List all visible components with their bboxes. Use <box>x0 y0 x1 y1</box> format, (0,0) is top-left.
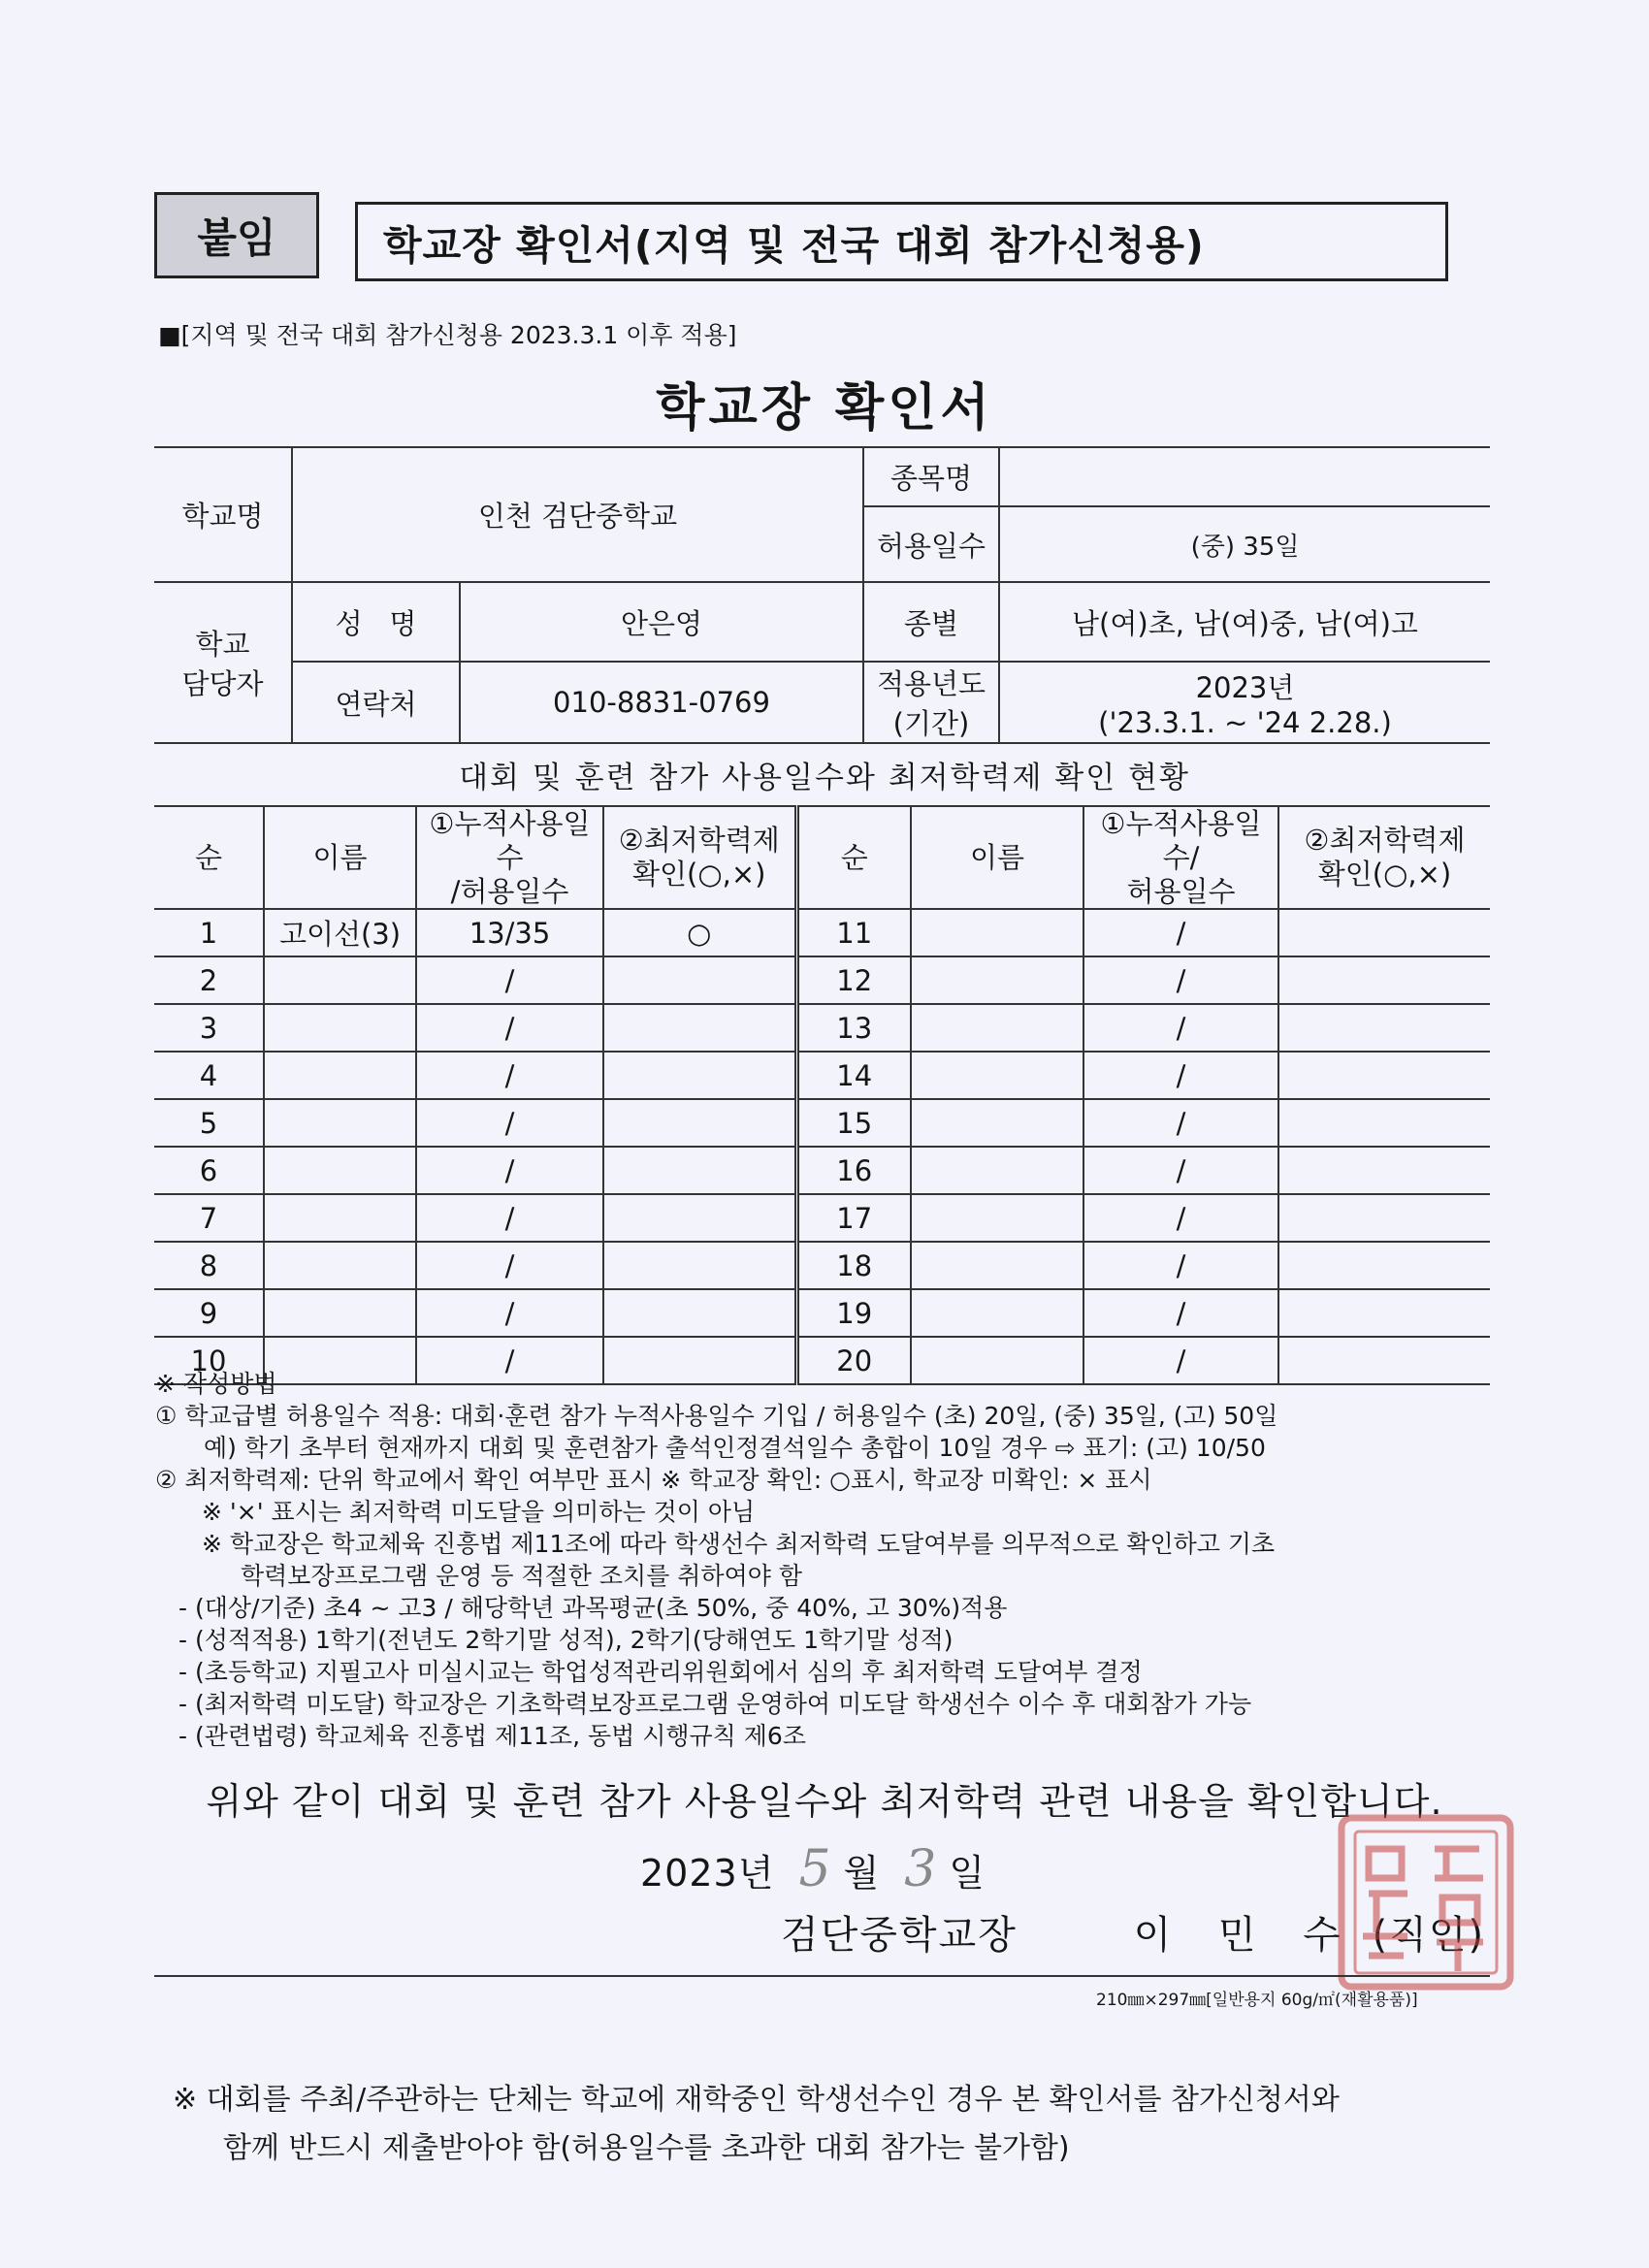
row-name-right <box>911 909 1083 956</box>
school-info-table <box>154 446 1490 744</box>
col-days-left-line2: /허용일수 <box>450 874 569 908</box>
row-days-left: / <box>416 1194 603 1242</box>
row-check-right <box>1278 1147 1490 1194</box>
row-no-left: 1 <box>154 909 264 956</box>
row-name-left <box>264 956 416 1004</box>
date-month-handwritten: 5 <box>798 1840 832 1898</box>
row-name-right <box>911 1242 1083 1289</box>
applicability-note: ■[지역 및 전국 대회 참가신청용 2023.3.1 이후 적용] <box>158 321 737 349</box>
row-name-left <box>264 1147 416 1194</box>
table-row <box>154 1289 1490 1337</box>
row-name-right <box>911 956 1083 1004</box>
official-seal-icon <box>1334 1810 1518 1994</box>
roster-header-row <box>154 806 1490 909</box>
signature-date <box>640 1840 986 1898</box>
col-check-right-line1: ②최저학력제 <box>1304 824 1466 858</box>
row-name-right <box>911 1194 1083 1242</box>
row-days-right: / <box>1083 1242 1278 1289</box>
table-row <box>154 1004 1490 1052</box>
col-days-right-line1: ①누적사용일수/ <box>1100 807 1262 874</box>
row-check-left <box>603 1004 796 1052</box>
row-days-left: 13/35 <box>416 909 603 956</box>
row-check-right <box>1278 1099 1490 1147</box>
row-no-right: 11 <box>796 909 911 956</box>
detail-not-reached: - (최저학력 미도달) 학교장은 기초학력보장프로그램 운영하여 미도달 학생선수 이수 후 대회참가 가능 <box>178 1690 1252 1718</box>
name-label: 성 명 <box>292 582 460 662</box>
row-days-left: / <box>416 956 603 1004</box>
row-check-right <box>1278 956 1490 1004</box>
instruction-1: ① 학교급별 허용일수 적용: 대회·훈련 참가 누적사용일수 기입 / 허용일수 (초) 20일, (중) 35일, (고) 50일 <box>155 1402 1278 1430</box>
row-no-left: 3 <box>154 1004 264 1052</box>
seal-label: (직인) <box>1372 1913 1486 1958</box>
page-title: 학교장 확인서 <box>656 379 993 437</box>
contact-group-label <box>154 582 292 743</box>
row-no-right: 19 <box>796 1289 911 1337</box>
row-days-right: / <box>1083 1147 1278 1194</box>
sport-value <box>999 447 1490 506</box>
category-label: 종별 <box>863 582 999 662</box>
col-days-right-line2: 허용일수 <box>1126 874 1236 908</box>
row-check-left <box>603 1147 796 1194</box>
row-check-left <box>603 1099 796 1147</box>
row-days-left: / <box>416 1289 603 1337</box>
row-no-left: 2 <box>154 956 264 1004</box>
row-days-right: / <box>1083 1289 1278 1337</box>
paper-spec: 210㎜×297㎜[일반용지 60g/㎡(재활용품)] <box>1096 1991 1418 2010</box>
contact-group-label-line1: 학교 <box>195 628 250 661</box>
col-no-right: 순 <box>796 806 911 909</box>
instruction-2: ② 최저학력제: 단위 학교에서 확인 여부만 표시 ※ 학교장 확인: ○표시, 학교장 미확인: × 표시 <box>155 1466 1152 1494</box>
attachment-tag: 붙임 <box>154 192 319 278</box>
table-row <box>154 1242 1490 1289</box>
instruction-2-note-a: ※ '×' 표시는 최저학력 미도달을 의미하는 것이 아님 <box>202 1498 756 1526</box>
row-name-right <box>911 1052 1083 1099</box>
row-days-left: / <box>416 1099 603 1147</box>
year-value <box>999 662 1490 743</box>
year-value-line2: ('23.3.1. ~ '24 2.28.) <box>1098 705 1392 739</box>
row-days-left: / <box>416 1147 603 1194</box>
row-check-left <box>603 956 796 1004</box>
row-check-right <box>1278 909 1490 956</box>
table-row <box>154 956 1490 1004</box>
year-label-line2: (기간) <box>892 707 970 740</box>
col-check-left <box>603 806 796 909</box>
table-row <box>154 909 1490 956</box>
row-name-left <box>264 1099 416 1147</box>
sport-label: 종목명 <box>863 447 999 506</box>
section-title: 대회 및 훈련 참가 사용일수와 최저학력제 확인 현황 <box>459 761 1190 795</box>
row-no-left: 7 <box>154 1194 264 1242</box>
row-days-left: / <box>416 1004 603 1052</box>
row-days-left: / <box>416 1337 603 1384</box>
date-year: 2023년 <box>640 1852 775 1895</box>
name-value: 안은영 <box>460 582 863 662</box>
category-value: 남(여)초, 남(여)중, 남(여)고 <box>999 582 1490 662</box>
row-name-right <box>911 1004 1083 1052</box>
row-no-left: 4 <box>154 1052 264 1099</box>
row-days-right: / <box>1083 1052 1278 1099</box>
row-check-left <box>603 1194 796 1242</box>
row-no-right: 17 <box>796 1194 911 1242</box>
row-days-left: / <box>416 1052 603 1099</box>
row-name-left <box>264 1242 416 1289</box>
row-no-right: 13 <box>796 1004 911 1052</box>
school-value: 인천 검단중학교 <box>292 447 863 582</box>
date-day-label: 일 <box>949 1852 986 1895</box>
col-name-left: 이름 <box>264 806 416 909</box>
col-check-right-line2: 확인(○,×) <box>1317 858 1452 891</box>
row-name-left <box>264 1194 416 1242</box>
instruction-1-example: 예) 학기 초부터 현재까지 대회 및 훈련참가 출석인정결석일수 총합이 10일 경우 ⇨ 표기: (고) 10/50 <box>204 1434 1266 1462</box>
row-check-right <box>1278 1194 1490 1242</box>
row-name-right <box>911 1289 1083 1337</box>
row-days-right: / <box>1083 1099 1278 1147</box>
col-days-right <box>1083 806 1278 909</box>
row-no-left: 6 <box>154 1147 264 1194</box>
col-check-left-line1: ②최저학력제 <box>618 824 780 858</box>
row-no-right: 12 <box>796 956 911 1004</box>
year-label <box>863 662 999 743</box>
detail-target: - (대상/기준) 초4 ~ 고3 / 해당학년 과목평균(초 50%, 중 40%, 고 30%)적용 <box>178 1594 1008 1622</box>
row-no-right: 20 <box>796 1337 911 1384</box>
row-days-left: / <box>416 1242 603 1289</box>
row-days-right: / <box>1083 1337 1278 1384</box>
document-heading: 학교장 확인서(지역 및 전국 대회 참가신청용) <box>355 202 1448 281</box>
table-row <box>154 1147 1490 1194</box>
row-no-left: 8 <box>154 1242 264 1289</box>
date-month-label: 월 <box>843 1852 881 1895</box>
year-label-line1: 적용년도 <box>876 667 986 700</box>
col-no-left: 순 <box>154 806 264 909</box>
table-row <box>154 1099 1490 1147</box>
row-name-left <box>264 1052 416 1099</box>
footnote-line2: 함께 반드시 제출받아야 함(허용일수를 초과한 대회 참가는 불가함) <box>223 2131 1070 2165</box>
table-row <box>154 1194 1490 1242</box>
row-no-left: 9 <box>154 1289 264 1337</box>
row-days-right: / <box>1083 909 1278 956</box>
year-value-line1: 2023년 <box>1195 670 1295 704</box>
phone-label: 연락처 <box>292 662 460 743</box>
school-label: 학교명 <box>154 447 292 582</box>
row-check-left: ○ <box>603 909 796 956</box>
instruction-2-note-b: ※ 학교장은 학교체육 진흥법 제11조에 따라 학생선수 최저학력 도달여부를 의무적으로 확인하고 기초 <box>202 1530 1276 1558</box>
allowed-days-label: 허용일수 <box>863 506 999 582</box>
col-check-right <box>1278 806 1490 909</box>
instructions-heading: ※ 작성방법 <box>155 1370 277 1398</box>
row-check-right <box>1278 1289 1490 1337</box>
row-name-right <box>911 1147 1083 1194</box>
row-days-right: / <box>1083 1004 1278 1052</box>
confirmation-statement: 위와 같이 대회 및 훈련 참가 사용일수와 최저학력 관련 내용을 확인합니다. <box>206 1780 1443 1823</box>
col-name-right: 이름 <box>911 806 1083 909</box>
col-days-left <box>416 806 603 909</box>
instructions <box>155 1368 1513 1752</box>
row-check-right <box>1278 1004 1490 1052</box>
detail-elementary: - (초등학교) 지필고사 미실시교는 학업성적관리위원회에서 심의 후 최저학력 도달여부 결정 <box>178 1658 1143 1686</box>
col-check-left-line2: 확인(○,×) <box>632 858 766 891</box>
row-no-right: 15 <box>796 1099 911 1147</box>
row-no-right: 18 <box>796 1242 911 1289</box>
table-row <box>154 1052 1490 1099</box>
footnote-line1: ※ 대회를 주최/주관하는 단체는 학교에 재학중인 학생선수인 경우 본 확인서를 참가신청서와 <box>173 2083 1340 2117</box>
row-check-right <box>1278 1052 1490 1099</box>
row-name-right <box>911 1099 1083 1147</box>
signer-name: 이 민 수 <box>1133 1913 1358 1958</box>
contact-group-label-line2: 담당자 <box>181 667 264 700</box>
row-check-left <box>603 1052 796 1099</box>
row-days-right: / <box>1083 956 1278 1004</box>
roster-body <box>154 909 1490 1384</box>
detail-grades: - (성적적용) 1학기(전년도 2학기말 성적), 2학기(당해연도 1학기말 성적) <box>178 1626 954 1654</box>
instruction-2-note-c: 학력보장프로그램 운영 등 적절한 조치를 취하여야 함 <box>241 1562 802 1590</box>
row-check-left <box>603 1242 796 1289</box>
date-day-handwritten: 3 <box>904 1840 938 1898</box>
bottom-divider <box>154 1975 1490 1977</box>
detail-laws: - (관련법령) 학교체육 진흥법 제11조, 동법 시행규칙 제6조 <box>178 1722 806 1750</box>
row-no-right: 16 <box>796 1147 911 1194</box>
submission-footnote <box>173 2076 1340 2173</box>
row-name-left <box>264 1004 416 1052</box>
roster-table <box>154 805 1490 1385</box>
row-check-left <box>603 1289 796 1337</box>
signer-title: 검단중학교장 <box>781 1913 1018 1958</box>
row-no-right: 14 <box>796 1052 911 1099</box>
col-days-left-line1: ①누적사용일수 <box>429 807 591 874</box>
row-no-left: 5 <box>154 1099 264 1147</box>
row-no-left: 10 <box>154 1337 264 1384</box>
row-name-left <box>264 1289 416 1337</box>
row-check-right <box>1278 1242 1490 1289</box>
allowed-days-value: (중) 35일 <box>999 506 1490 582</box>
row-days-right: / <box>1083 1194 1278 1242</box>
phone-value: 010-8831-0769 <box>460 662 863 743</box>
row-name-left: 고이선(3) <box>264 909 416 956</box>
